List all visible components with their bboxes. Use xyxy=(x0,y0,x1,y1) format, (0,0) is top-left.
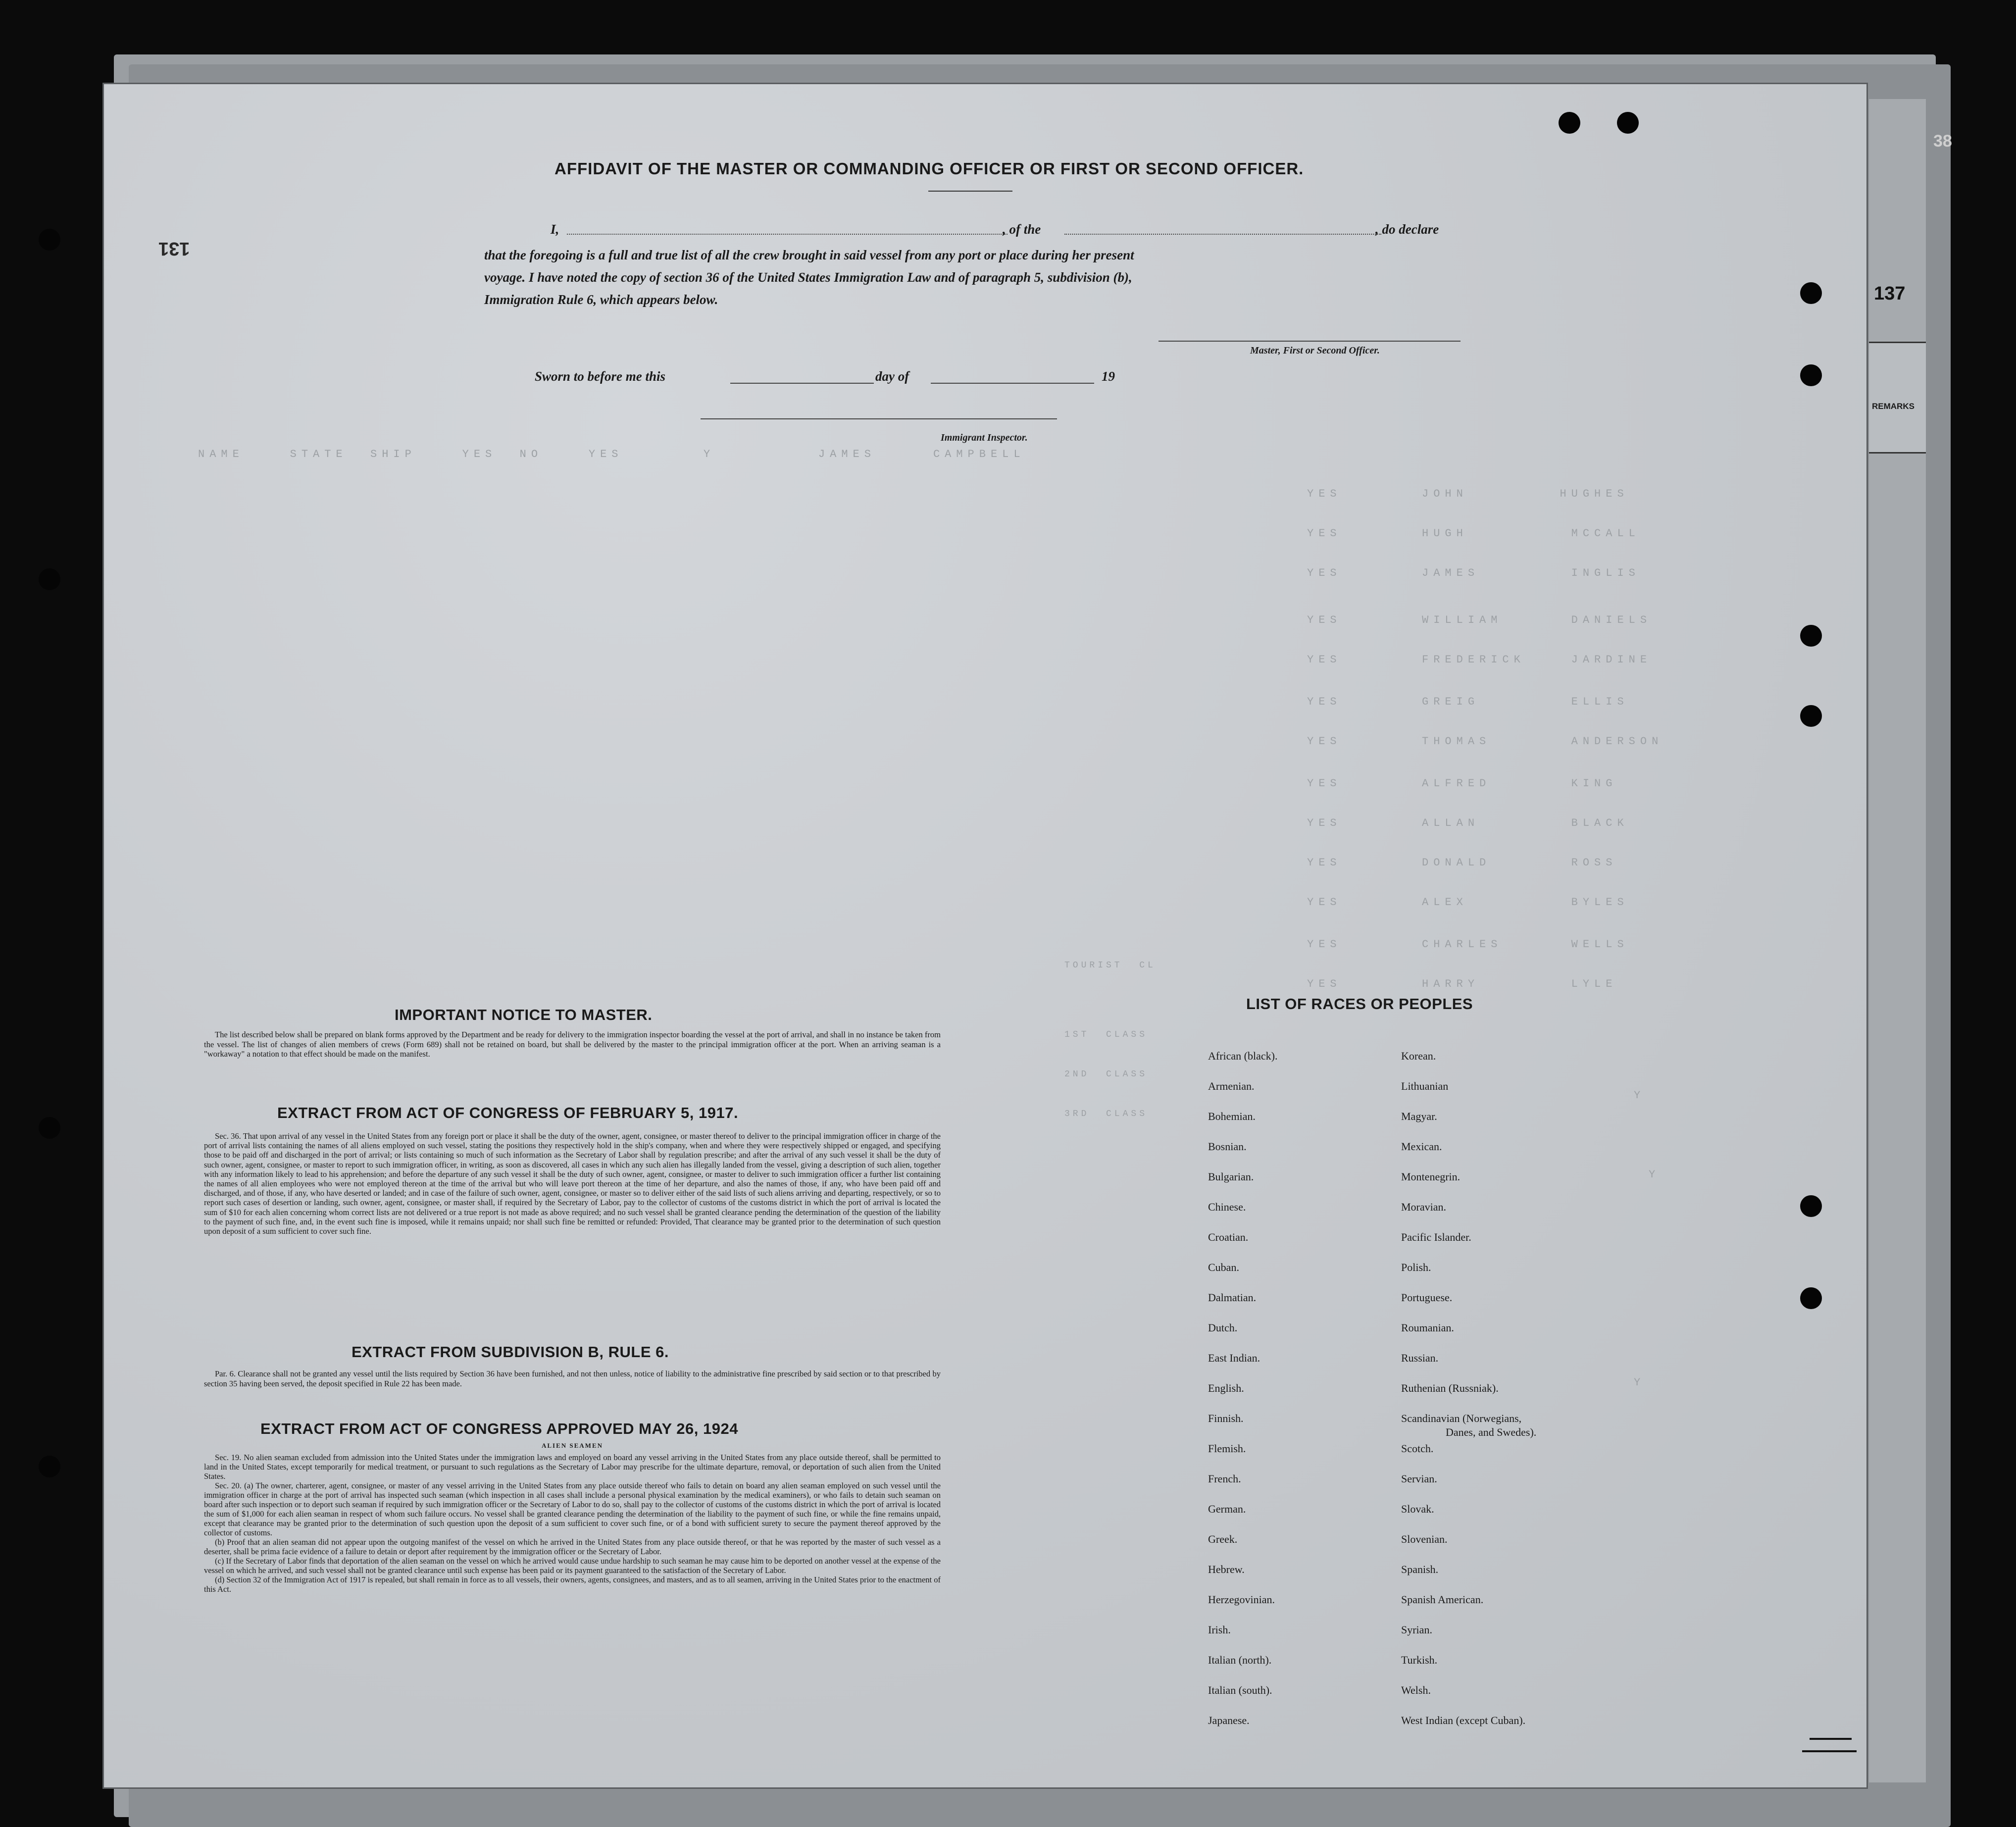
top-right-number: 38 xyxy=(1933,132,1952,151)
notice-section xyxy=(204,1030,941,1059)
affidavit-do-declare: , do declare xyxy=(1375,222,1439,237)
extract-1924-section xyxy=(204,1442,941,1594)
race-item: Italian (south). xyxy=(1208,1684,1272,1696)
punch-hole xyxy=(39,1117,60,1139)
sworn-day-of: day of xyxy=(875,369,909,384)
extract-1917-section xyxy=(204,1131,941,1236)
race-item: Slovak. xyxy=(1401,1503,1434,1515)
master-signature-line[interactable] xyxy=(1159,341,1461,342)
race-item: Spanish American. xyxy=(1401,1593,1484,1606)
race-item: French. xyxy=(1208,1472,1241,1485)
race-item: English. xyxy=(1208,1382,1244,1394)
race-item: Italian (north). xyxy=(1208,1654,1272,1666)
extract-1924-sec20d: (d) Section 32 of the Immigration Act of 1917 is repealed, but shall remain in force as to all vessels, their owners, agents, consignees, and masters, and as to all seamen, arriving in the United States prior to the enactment of this Act. xyxy=(204,1575,941,1594)
race-item: Portuguese. xyxy=(1401,1291,1453,1304)
race-item: Irish. xyxy=(1208,1624,1231,1636)
remarks-label: REMARKS xyxy=(1872,402,1915,411)
punch-hole xyxy=(1800,1195,1822,1217)
affidavit-line-4: Immigration Rule 6, which appears below. xyxy=(484,292,718,307)
race-item: Scotch. xyxy=(1401,1442,1434,1455)
race-item: Servian. xyxy=(1401,1472,1437,1485)
race-item: Cuban. xyxy=(1208,1261,1239,1273)
notice-title: IMPORTANT NOTICE TO MASTER. xyxy=(395,1006,653,1023)
affidavit-line-2: that the foregoing is a full and true list of all the crew brought in said vessel from any port or place during her present xyxy=(484,248,1134,262)
left-margin-number: 131 xyxy=(158,238,190,259)
race-item: Greek. xyxy=(1208,1533,1238,1545)
master-signature-caption: Master, First or Second Officer. xyxy=(1250,345,1380,356)
race-item: Japanese. xyxy=(1208,1714,1250,1726)
race-item: Dutch. xyxy=(1208,1321,1238,1334)
race-item: Turkish. xyxy=(1401,1654,1438,1666)
extract-1917-title: EXTRACT FROM ACT OF CONGRESS OF FEBRUARY 5, 1917. xyxy=(277,1104,739,1121)
race-item: Lithuanian xyxy=(1401,1080,1449,1092)
race-item: Chinese. xyxy=(1208,1201,1246,1213)
race-item: Ruthenian (Russniak). xyxy=(1401,1382,1499,1394)
extract-rule6-title: EXTRACT FROM SUBDIVISION B, RULE 6. xyxy=(352,1343,669,1361)
extract-1924-sec20a: Sec. 20. (a) The owner, charterer, agent, consignee, or master of any vessel arriving in the United States from any place outside thereof who fails to detain on board any alien seaman employed on such vessel until the immigration officer in charge at the port of arrival has inspected such seaman (which inspection in all cases shall include a personal physical examination by the medical examiners), or who fails to detain such seaman on board after such inspection or to deport such seaman if required by such immigration officer or the Secretary of Labor to do so, shall pay to the collector of customs of the customs district in which the port of arrival is located the sum of $1,000 for each alien seaman in respect of whom such failure occurs. No vessel shall be granted clearance pending the determination of the liability to the payment of such fine, or while the fine remains unpaid, except that clearance may be granted prior to the determination of such question upon the deposit of a sum sufficient to cover such fine, or of a bond with sufficient surety to secure the payment thereof approved by the collector of customs. xyxy=(204,1481,941,1537)
race-item: Polish. xyxy=(1401,1261,1431,1273)
pen-mark xyxy=(1802,1750,1857,1752)
race-item: German. xyxy=(1208,1503,1246,1515)
race-item: Danes, and Swedes). xyxy=(1446,1426,1537,1438)
punch-hole xyxy=(1800,625,1822,647)
master-name-blank[interactable] xyxy=(567,234,1008,235)
punch-hole xyxy=(39,229,60,251)
extract-1924-sec19: Sec. 19. No alien seaman excluded from admission into the United States under the immigration laws and employed on board any vessel arriving in the United States from any place outside thereof, shall be permitted to land in the United States, except temporarily for medical treatment, or pursuant to such regulations as the Secretary of Labor may prescribe for the ultimate departure, removal, or deportation of such alien from the United States. xyxy=(204,1453,941,1481)
race-item: Finnish. xyxy=(1208,1412,1244,1424)
inspector-caption: Immigrant Inspector. xyxy=(941,432,1028,443)
sworn-year: 19 xyxy=(1102,369,1115,384)
race-item: Dalmatian. xyxy=(1208,1291,1257,1304)
affidavit-title: AFFIDAVIT OF THE MASTER OR COMMANDING OFFICER OR FIRST OR SECOND OFFICER. xyxy=(554,159,1304,178)
punch-hole xyxy=(1559,112,1580,134)
race-item: Mexican. xyxy=(1401,1140,1442,1153)
affidavit-line-3: voyage. I have noted the copy of section 36 of the United States Immigration Law and of paragraph 5, subdivision (b), xyxy=(484,270,1132,285)
extract-rule6-text: Par. 6. Clearance shall not be granted any vessel until the lists required by Section 36 have been furnished, and not then unless, notice of liability to the administrative fine prescribed by said section or to that prescribed by section 35 having been served, the deposit specified in Rule 22 has been made. xyxy=(204,1369,941,1388)
punch-hole xyxy=(1617,112,1639,134)
extract-1924-subtitle: ALIEN SEAMEN xyxy=(541,1442,604,1449)
extract-1924-title: EXTRACT FROM ACT OF CONGRESS APPROVED MAY 26, 1924 xyxy=(260,1420,738,1437)
extract-1924-sec20b: (b) Proof that an alien seaman did not appear upon the outgoing manifest of the vessel on which he arrived in the United States from any place outside thereof, or that he was reported by the master of such vessel as a deserter, shall be prima facie evidence of a failure to detain or deport after requirement by the immigration officer or the Secretary of Labor. xyxy=(204,1537,941,1556)
race-item: African (black). xyxy=(1208,1050,1278,1062)
race-item: Scandinavian (Norwegians, xyxy=(1401,1412,1522,1424)
races-title: LIST OF RACES OR PEOPLES xyxy=(1246,995,1473,1013)
extract-rule6-section xyxy=(204,1369,941,1388)
notice-text: The list described below shall be prepared on blank forms approved by the Department and be ready for delivery to the immigration inspector boarding the vessel at the port of arrival, and shall in no instance be taken from the vessel. The list of changes of alien members of crews (Form 689) shall not be retained on board, but shall be delivered by the master to the principal immigration officer at the port. When an arriving seaman is a "workaway" a notation to that effect should be made on the manifest. xyxy=(204,1030,941,1059)
affidavit-declaration-i: I, xyxy=(551,222,559,237)
remarks-column-header xyxy=(1869,342,1926,454)
right-margin-number: 137 xyxy=(1874,283,1906,304)
sworn-month-blank[interactable] xyxy=(931,383,1094,384)
race-item: Bulgarian. xyxy=(1208,1170,1254,1183)
punch-hole xyxy=(1800,705,1822,727)
punch-hole xyxy=(39,568,60,590)
pen-mark xyxy=(1810,1738,1852,1740)
race-item: Bohemian. xyxy=(1208,1110,1256,1122)
race-item: Magyar. xyxy=(1401,1110,1437,1122)
race-item: West Indian (except Cuban). xyxy=(1401,1714,1526,1726)
race-item: Flemish. xyxy=(1208,1442,1246,1455)
affidavit-of-the: , of the xyxy=(1003,222,1041,237)
race-item: East Indian. xyxy=(1208,1352,1260,1364)
punch-hole xyxy=(39,1456,60,1477)
affidavit-section xyxy=(554,159,1304,178)
race-item: Bosnian. xyxy=(1208,1140,1247,1153)
race-item: Croatian. xyxy=(1208,1231,1249,1243)
punch-hole xyxy=(1800,1287,1822,1309)
vessel-name-blank[interactable] xyxy=(1064,234,1381,235)
race-item: Spanish. xyxy=(1401,1563,1439,1575)
race-item: Slovenian. xyxy=(1401,1533,1448,1545)
race-item: Montenegrin. xyxy=(1401,1170,1461,1183)
extract-1924-sec20c: (c) If the Secretary of Labor finds that deportation of the alien seaman on the vessel on which he arrived would cause undue hardship to such seaman he may cause him to be deported on another vessel at the expense of the vessel on which he arrived, and such vessel shall not be granted clearance until such expense has been paid or its payment guaranteed to the satisfaction of the Secretary of Labor. xyxy=(204,1556,941,1575)
race-item: Roumanian. xyxy=(1401,1321,1454,1334)
inspector-signature-line[interactable] xyxy=(701,418,1057,419)
race-item: Welsh. xyxy=(1401,1684,1431,1696)
race-item: Russian. xyxy=(1401,1352,1439,1364)
extract-1917-text: Sec. 36. That upon arrival of any vessel in the United States from any foreign port or place it shall be the duty of the owner, agent, consignee, or master thereof to deliver to the principal immigration officer in charge of the port of arrival lists containing the names of all aliens employed on such vessel, stating the positions they respectively hold in the ship's company, when and where they were respectively shipped or engaged, and specifying those to be paid off and discharged in the port of arrival; or lists containing so much of such information as the Secretary of Labor shall by regulation prescribe; and after the arrival of any such vessel it shall be the duty of such owner, agent, consignee, or master to report to such immigration officer, in writing, as soon as discovered, all cases in which any such alien has illegally landed from the vessel, giving a description of such alien, together with any information likely to lead to his apprehension; and before the departure of any such vessel it shall be the duty of such owner, agent, consignee, or master to deliver to such immigration officer a further list containing the names of all alien employees who were not employed thereon at the time of the arrival but who will leave port thereon at the time of her departure, and also the names of those, if any, who have been paid off and discharged, and of those, if any, who have deserted or landed; and in case of the failure of such owner, agent, consignee, or master so to deliver either of the said lists of such aliens arriving and departing, respectively, or so to report such cases of desertion or landing, such owner, agent, consignee, or master shall, if required by the Secretary of Labor, pay to the collector of customs of the customs district in which the port of arrival is located the sum of $10 for each alien concerning whom correct lists are not delivered or a true report is not made as above required; and no such vessel shall be granted clearance pending the determination of the question of the liability to the payment of such fine, and, in the event such fine is imposed, while it remains unpaid; nor shall such fine be remitted or refunded: Provided, That clearance may be granted prior to the determination of such question upon deposit of a sum sufficient to cover such fine. xyxy=(204,1131,941,1236)
punch-hole xyxy=(1800,282,1822,304)
race-item: Herzegovinian. xyxy=(1208,1593,1275,1606)
race-item: Korean. xyxy=(1401,1050,1436,1062)
race-item: Moravian. xyxy=(1401,1201,1447,1213)
race-item: Armenian. xyxy=(1208,1080,1255,1092)
sworn-date-blank[interactable] xyxy=(730,383,874,384)
race-item: Hebrew. xyxy=(1208,1563,1245,1575)
sworn-prefix: Sworn to before me this xyxy=(535,369,666,384)
race-item: Syrian. xyxy=(1401,1624,1432,1636)
race-item: Pacific Islander. xyxy=(1401,1231,1471,1243)
punch-hole xyxy=(1800,364,1822,386)
title-rule xyxy=(928,191,1012,192)
